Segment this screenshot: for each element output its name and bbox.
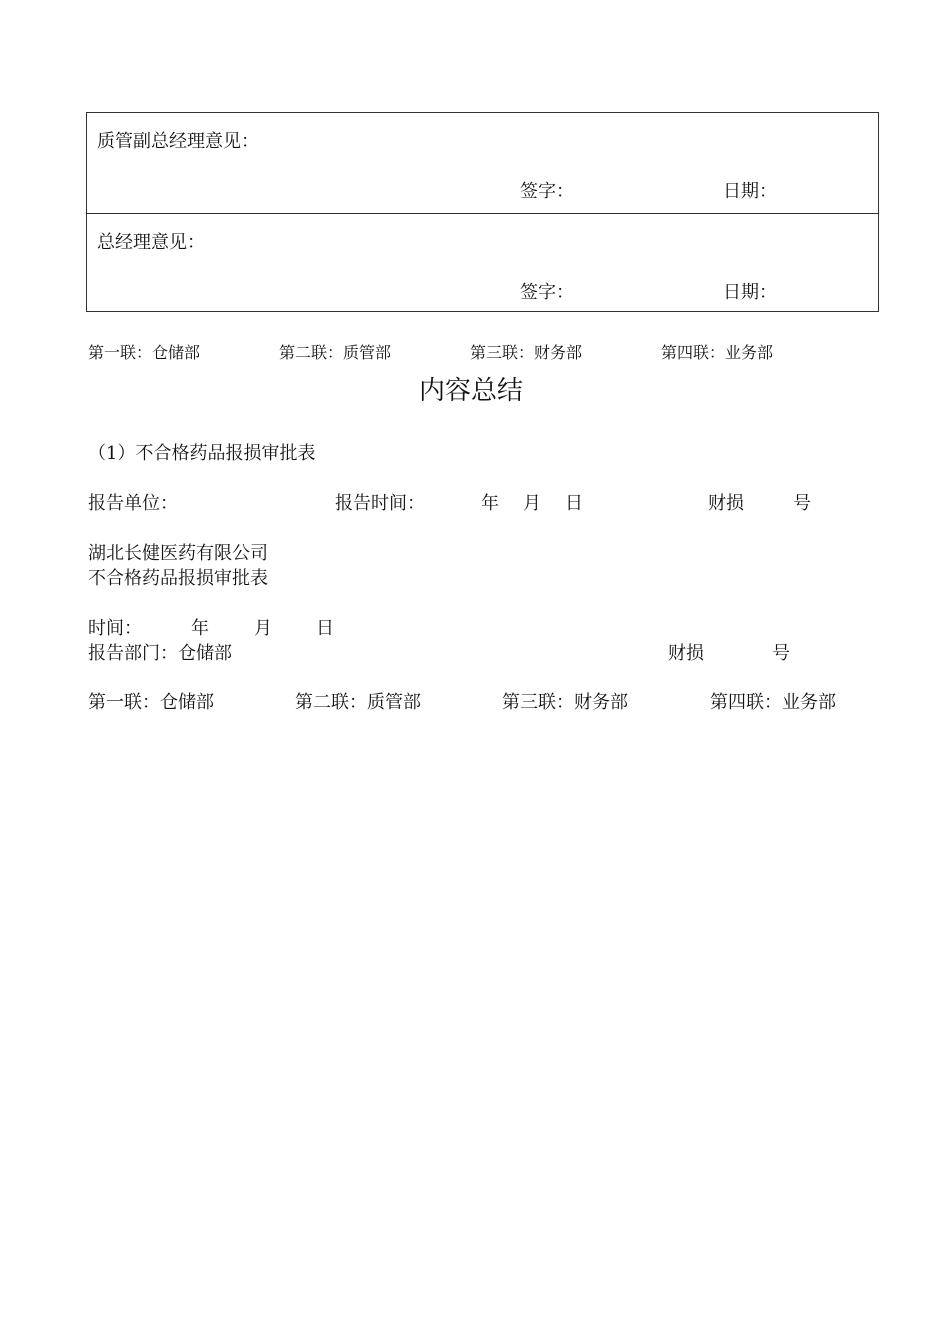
report-time-label: 报告时间：: [335, 493, 425, 514]
month-label: 月: [254, 618, 272, 639]
copy-label-3: 第三联：财务部: [502, 692, 628, 713]
form-name: 不合格药品报损审批表: [88, 568, 268, 589]
approval-row-deputy-gm: [87, 113, 878, 213]
date-label: 日期：: [723, 282, 777, 303]
copy-label-3: 第三联：财务部: [470, 343, 583, 362]
copy-label-4: 第四联：业务部: [710, 692, 836, 713]
approval-row-label: 质管副总经理意见：: [97, 131, 259, 152]
company-name: 湖北长健医药有限公司: [88, 543, 268, 564]
number-label: 号: [772, 643, 790, 664]
subtitle: （1）不合格药品报损审批表: [88, 443, 316, 464]
approval-table: [86, 112, 879, 312]
signature-label: 签字：: [520, 282, 574, 303]
month-label: 月: [523, 493, 541, 514]
approval-row-gm: [87, 213, 878, 314]
day-label: 日: [316, 618, 334, 639]
copy-label-2: 第二联：质管部: [279, 343, 392, 362]
section-title: 内容总结: [419, 376, 524, 406]
date-label: 日期：: [723, 181, 777, 202]
copy-label-1: 第一联：仓储部: [88, 343, 201, 362]
time-label: 时间：: [88, 618, 142, 639]
day-label: 日: [565, 493, 583, 514]
copy-label-1: 第一联：仓储部: [88, 692, 214, 713]
year-label: 年: [481, 493, 499, 514]
number-label: 号: [793, 493, 811, 514]
loss-label: 财损: [668, 643, 704, 664]
report-dept-label: 报告部门：仓储部: [88, 643, 232, 664]
copy-label-2: 第二联：质管部: [295, 692, 421, 713]
copy-label-4: 第四联：业务部: [661, 343, 774, 362]
loss-label: 财损: [708, 493, 744, 514]
signature-label: 签字：: [520, 181, 574, 202]
year-label: 年: [191, 618, 209, 639]
report-unit-label: 报告单位：: [88, 493, 178, 514]
approval-row-label: 总经理意见：: [97, 232, 205, 253]
